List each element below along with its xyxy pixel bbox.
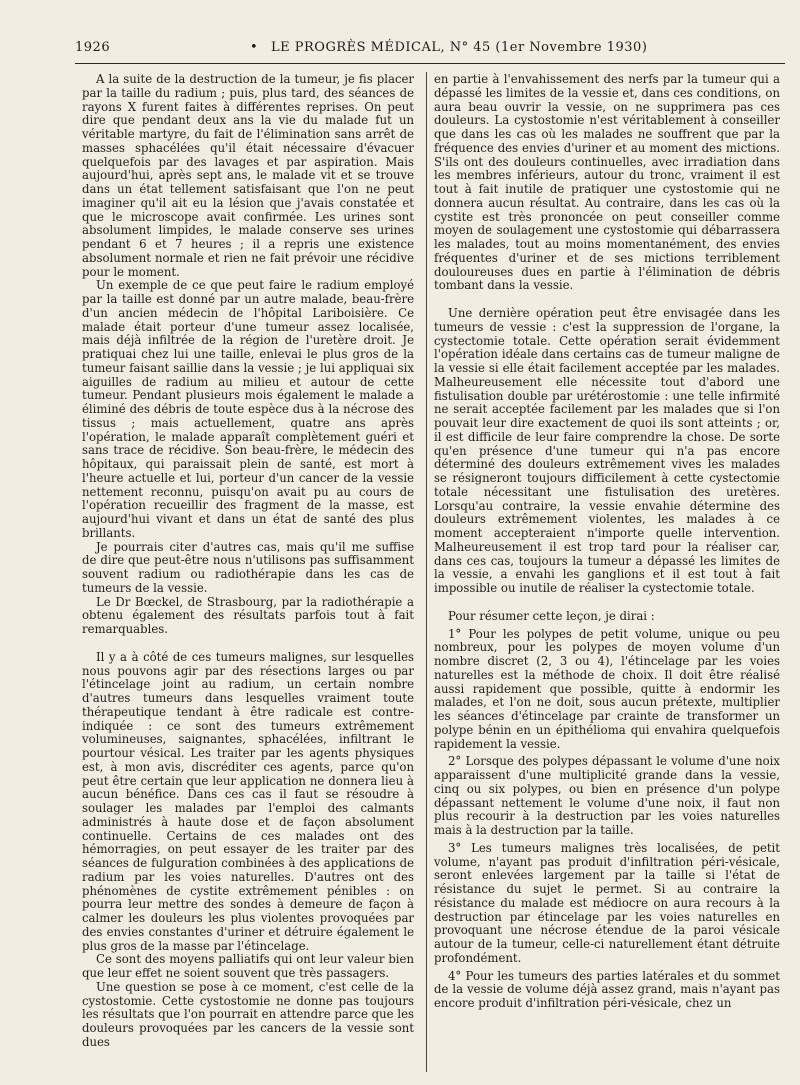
numbered-item: 1° Pour les polypes de petit volume, unique ou peu nombreux, pour les polypes de moyen volume d'un nombre discret (2, 3 ou 4), l'étincelage par les voies naturelles est la méthode de choix. Il doit être réalisé aussi rapidement que possible, quitte à endormir les malades, et l'on ne doit, sous aucun prétexte, multiplier les séances d'étincelage par crainte de transformer un polype bénin en un épithélioma qui envahira quelquefois rapidement la vessie.: [434, 626, 780, 751]
paragraph: en partie à l'envahissement des nerfs par la tumeur qui a dépassé les limites de la vessie et, dans ces conditions, on aura beau ouvrir la vessie, on ne supprimera pas ces douleurs. La cystostomie n'est véritablement à conseiller que dans les cas où les malades ne souffrent que par la fréquence des envies d'uriner et au moment des mictions. S'ils ont des douleurs continuelles, avec irradiation dans les membres inférieurs, autour du tronc, vraiment il est tout à fait inutile de pratiquer une cystostomie qui ne donnera aucun résultat. Au contraire, dans les cas où la cystite est très prononcée on peut conseiller comme moyen de soulagement une cystostomie qui débarrassera les malades, tout au moins momentanément, des envies fréquentes d'uriner et de ses mictions terriblement douloureuses dues en partie à l'élimination de débris tombant dans la vessie.: [434, 72, 780, 293]
paragraph: Un exemple de ce que peut faire le radium employé par la taille est donné par un autre malade, beau-frère d'un ancien médecin de l'hôpital Lariboisière. Ce malade était porteur d'une tumeur assez localisée, mais déjà infiltrée de la région de l'uretère droit. Je pratiquai chez lui une taille, enlevai le plus gros de la tumeur faisant saillie dans la vessie ; je lui appliquai six aiguilles de radium au milieu et autour de cette tumeur. Pendant plusieurs mois également le malade a éliminé des débris de toute espèce dus à la nécrose des tissus ; mais actuellement, quatre ans après l'opération, le malade apparaît complètement guéri et sans trace de récidive. Son beau-frère, le médecin des hôpitaux, qui paraissait plein de santé, est mort à l'heure actuelle et lui, porteur d'un cancer de la vessie nettement reconnu, puisqu'on avait pu au cours de l'opération recueillir des fragment de la masse, est aujourd'hui vivant et dans un état de santé des plus brillants.: [82, 278, 414, 540]
paragraph: Le Dr Bœckel, de Strasbourg, par la radiothérapie a obtenu également des résultats parfois tout à fait remarquables.: [82, 594, 414, 636]
numbered-item: 2° Lorsque des polypes dépassant le volume d'une noix apparaissent d'une multiplicité grande dans la vessie, cinq ou six polypes, ou bien en présence d'un polype dépassant nettement le volume d'une noix, il faut non plus recourir à la destruction par les voies naturelles mais à la destruction par la taille.: [434, 754, 780, 837]
column-separator: [426, 72, 427, 1072]
paragraph: Une dernière opération peut être envisagée dans les tumeurs de vessie : c'est la suppression de l'organe, la cystectomie totale. Cette opération serait évidemment l'opération idéale dans certains cas de tumeur maligne de la vessie si elle était facilement acceptée par les malades. Malheureusement elle nécessite tout d'abord une fistulisation double par urétérostomie : une telle infirmité ne serait acceptée facilement par les malades que si l'on pouvait leur dire exactement de quoi ils sont atteints ; or, il est difficile de leur faire comprendre la chose. De sorte qu'en présence d'une tumeur qui n'a pas encore déterminé des douleurs extrêmement vives les malades se résigneront toujours difficilement à cette cystectomie totale nécessitant une fistulisation des uretères. Lorsqu'au contraire, la vessie envahie détermine des douleurs extrêmement violentes, les malades à ce moment accepteraient n'importe quelle intervention. Malheureusement il est trop tard pour la réaliser car, dans ces cas, toujours la tumeur a dépassé les limites de la vessie, a envahi les ganglions et il est tout à fait impossible ou inutile de réaliser la cystectomie totale.: [434, 306, 780, 595]
paragraph: Je pourrais citer d'autres cas, mais qu'il me suffise de dire que peut-être nous n'utilisons pas suffisamment souvent radium ou radiothérapie dans les cas de tumeurs de la vessie.: [82, 539, 414, 595]
paragraph: Une question se pose à ce moment, c'est celle de la cystostomie. Cette cystostomie ne donne pas toujours les résultats que l'on pourrait en attendre parce que les douleurs provoquées par les cancers de la vessie sont dues: [82, 979, 414, 1049]
header-rule: [75, 63, 785, 64]
right-column: [434, 73, 780, 1011]
header-dot: •: [250, 40, 259, 55]
paragraph: Il y a à côté de ces tumeurs malignes, sur lesquelles nous pouvons agir par des résections larges ou par l'étincelage joint au radium, un certain nombre d'autres tumeurs dans lesquelles vraiment toute thérapeutique tendant à être radicale est contre-indiquée : ce sont des tumeurs extrêmement volumineuses, saignantes, sphacélées, infiltrant le pourtour vésical. Les traiter par les agents physiques est, à mon avis, discréditer ces agents, parce qu'on peut être certain que leur application ne donnera lieu à aucun bénéfice. Dans ces cas il faut se résoudre à soulager les malades par l'emploi des calmants administrés à haute dose et de façon absolument continuelle. Certains de ces malades ont des hémorragies, on peut essayer de les traiter par des séances de fulguration combinées à des applications de radium par les voies naturelles. D'autres ont des phénomènes de cystite extrêmement pénibles : on pourra leur mettre des sondes à demeure de façon à calmer les douleurs les plus violentes provoquées par des envies constantes d'uriner et détruire également le plus gros de la masse par l'étincelage.: [82, 649, 414, 953]
page-number: 1926: [75, 40, 111, 55]
paragraph: Pour résumer cette leçon, je dirai :: [448, 608, 655, 623]
left-column: [82, 73, 414, 1050]
numbered-item: 3° Les tumeurs malignes très localisées, de petit volume, n'ayant pas produit d'infiltration péri-vésicale, seront enlevées largement par la taille si l'état de résistance du sujet le permet. Si au contraire la résistance du malade est médiocre on aura recours à la destruction par étincelage par les voies naturelles en provoquant une nécrose étendue de la paroi vésicale autour de la tumeur, celle-ci naturellement étant détruite profondément.: [434, 840, 780, 965]
running-header: [75, 40, 785, 62]
paragraph: A la suite de la destruction de la tumeur, je fis placer par la taille du radium ; puis, plus tard, des séances de rayons X furent faites à différentes reprises. On peut dire que pendant deux ans la vie du malade fut un véritable martyre, du fait de l'élimination sans arrêt de masses sphacélées qu'il était nécessaire d'évacuer quelquefois par des lavages et par aspiration. Mais aujourd'hui, après sept ans, le malade vit et se trouve dans un état tellement satisfaisant que l'on ne peut imaginer qu'il ait eu la lésion que j'avais constatée et que le microscope avait confirmée. Les urines sont absolument limpides, le malade conserve ses urines pendant 6 et 7 heures ; il a repris une existence absolument normale et rien ne fait prévoir une récidive pour le moment.: [82, 72, 414, 279]
paragraph: Ce sont des moyens palliatifs qui ont leur valeur bien que leur effet ne soient souvent que très passagers.: [82, 952, 414, 980]
numbered-item: 4° Pour les tumeurs des parties latérales et du sommet de la vessie de volume déjà assez grand, mais n'ayant pas encore produit d'infiltration péri-vésicale, chez un: [434, 968, 780, 1010]
running-title: LE PROGRÈS MÉDICAL, N° 45 (1er Novembre 1930): [271, 40, 648, 55]
